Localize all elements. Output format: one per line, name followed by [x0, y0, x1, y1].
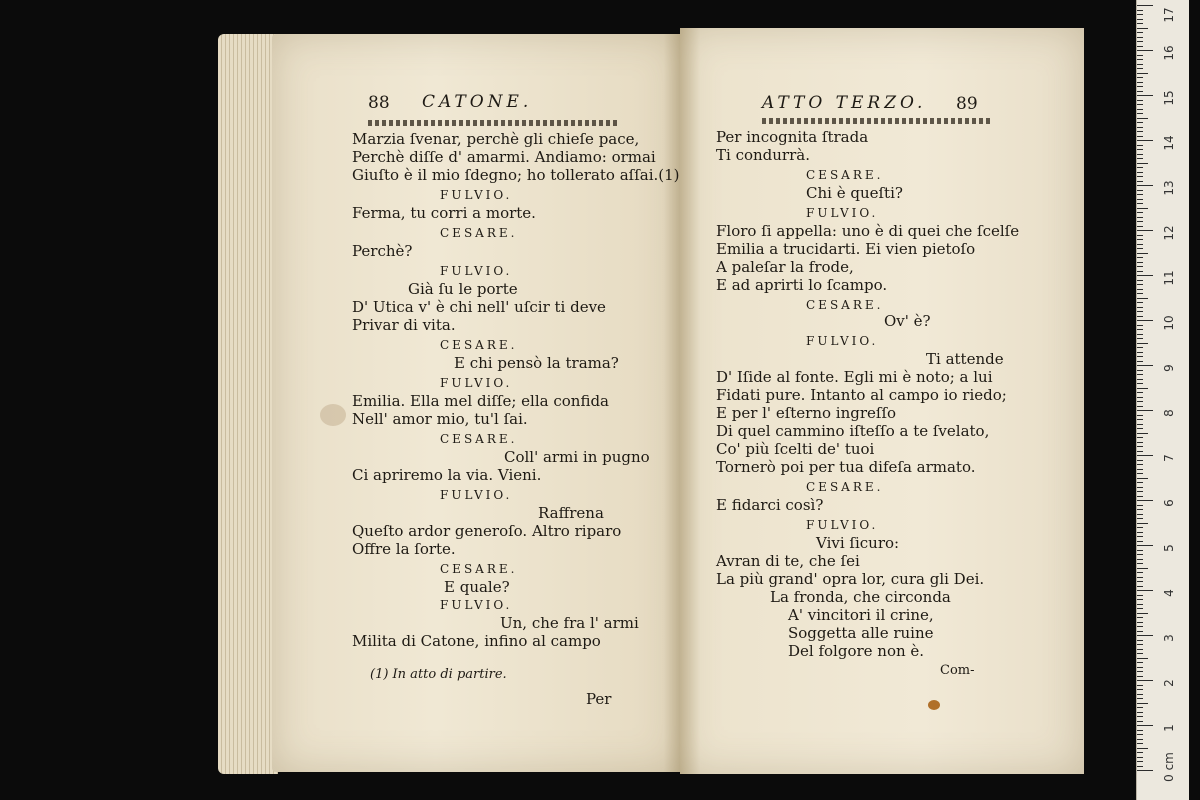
ruler-tick: [1137, 694, 1143, 695]
ruler-tick: [1137, 226, 1143, 227]
ruler-tick: [1137, 127, 1143, 128]
ruler-tick: [1137, 491, 1143, 492]
ruler-tick: [1137, 568, 1148, 569]
text-line: Ov' è?: [884, 312, 931, 330]
speaker-name: FULVIO.: [440, 488, 513, 502]
ruler-tick: [1137, 514, 1143, 515]
ruler-tick: [1137, 509, 1143, 510]
ruler-tick: [1137, 50, 1153, 51]
ruler-tick: [1137, 446, 1143, 447]
text-line: La più grand' opra lor, cura gli Dei.: [716, 570, 985, 588]
measuring-ruler: [1136, 0, 1189, 800]
ruler-tick: [1137, 347, 1143, 348]
ruler-tick: [1137, 145, 1143, 146]
ruler-tick: [1137, 734, 1143, 735]
ruler-tick: [1137, 320, 1153, 321]
ruler-tick: [1137, 554, 1143, 555]
ruler-tick: [1137, 464, 1143, 465]
ruler-tick: [1137, 329, 1143, 330]
ruler-tick: [1137, 167, 1143, 168]
ruler-tick: [1137, 122, 1143, 123]
text-line: Ti attende: [926, 350, 1004, 368]
text-line: Perchè diſſe d' amarmi. Andiamo: ormai: [352, 148, 656, 166]
ruler-tick: [1137, 401, 1143, 402]
ruler-number: 10: [1162, 315, 1176, 331]
ruler-tick: [1137, 599, 1143, 600]
ruler-tick: [1137, 653, 1143, 654]
ruler-tick: [1137, 455, 1153, 456]
ruler-tick: [1137, 10, 1143, 11]
ruler-tick: [1137, 460, 1143, 461]
ruler-tick: [1137, 149, 1143, 150]
ruler-tick: [1137, 280, 1143, 281]
ruler-tick: [1137, 613, 1148, 614]
ruler-tick: [1137, 244, 1143, 245]
ruler-tick: [1137, 662, 1143, 663]
ruler-tick: [1137, 248, 1143, 249]
ruler-tick: [1137, 415, 1143, 416]
ruler-tick: [1137, 59, 1143, 60]
ruler-tick: [1137, 545, 1153, 546]
ruler-tick: [1137, 275, 1153, 276]
ruler-tick: [1137, 631, 1143, 632]
ruler-tick: [1137, 68, 1143, 69]
speaker-name: FULVIO.: [806, 206, 879, 220]
ruler-tick: [1137, 302, 1143, 303]
speaker-name: CESARE.: [440, 338, 518, 352]
ruler-tick: [1137, 64, 1143, 65]
ruler-tick: [1137, 257, 1143, 258]
text-line: A' vincitori il crine,: [788, 606, 934, 624]
ruler-tick: [1137, 478, 1148, 479]
text-line: Coll' armi in pugno: [504, 448, 650, 466]
ruler-tick: [1137, 298, 1148, 299]
text-line: D' Utica v' è chi nell' uſcir ti deve: [352, 298, 606, 316]
ruler-tick: [1137, 154, 1143, 155]
paper-stain: [928, 700, 940, 710]
text-line: D' Iſide al fonte. Egli mi è noto; a lui: [716, 368, 993, 386]
ruler-number: 13: [1162, 180, 1176, 196]
right-page-number: 89: [956, 94, 978, 114]
ruler-tick: [1137, 118, 1148, 119]
ruler-tick: [1137, 770, 1153, 771]
text-line: Emilia. Ella mel diſſe; ella confida: [352, 392, 609, 410]
text-line: Chi è queſti?: [806, 184, 903, 202]
text-line: Perchè?: [352, 242, 413, 260]
text-line: Ci apriremo la via. Vieni.: [352, 466, 542, 484]
ruler-tick: [1137, 370, 1143, 371]
text-line: E per l' eſterno ingreſſo: [716, 404, 897, 422]
ruler-tick: [1137, 428, 1143, 429]
ruler-tick: [1137, 563, 1143, 564]
ruler-tick: [1137, 586, 1143, 587]
speaker-name: CESARE.: [806, 168, 884, 182]
text-line: Tornerò poi per tua difeſa armato.: [716, 458, 976, 476]
ruler-tick: [1137, 482, 1143, 483]
speaker-name: FULVIO.: [806, 518, 879, 532]
ruler-tick: [1137, 703, 1148, 704]
ruler-tick: [1137, 590, 1153, 591]
ruler-tick: [1137, 365, 1153, 366]
ruler-tick: [1137, 212, 1143, 213]
ruler-tick: [1137, 635, 1153, 636]
ruler-tick: [1137, 739, 1143, 740]
ruler-number: 7: [1162, 454, 1176, 462]
ruler-tick: [1137, 100, 1143, 101]
ruler-number: 14: [1162, 135, 1176, 151]
ruler-tick: [1137, 316, 1143, 317]
text-line: Avran di te, che ſei: [716, 552, 860, 570]
ruler-tick: [1137, 523, 1148, 524]
speaker-name: FULVIO.: [440, 264, 513, 278]
ruler-tick: [1137, 685, 1143, 686]
text-line: Ti condurrà.: [716, 146, 810, 164]
text-line: E chi pensò la trama?: [454, 354, 619, 372]
open-book: [218, 24, 1086, 784]
ruler-number: 8: [1162, 409, 1176, 417]
ruler-tick: [1137, 109, 1143, 110]
ruler-tick: [1137, 140, 1153, 141]
ruler-tick: [1137, 397, 1143, 398]
ruler-tick: [1137, 766, 1143, 767]
ruler-tick: [1137, 676, 1143, 677]
header-ornament: [762, 118, 990, 124]
ruler-tick: [1137, 644, 1143, 645]
ruler-tick: [1137, 667, 1143, 668]
ruler-number: 1: [1162, 724, 1176, 732]
ruler-tick: [1137, 91, 1143, 92]
text-line: A paleſar la frode,: [716, 258, 854, 276]
ruler-number: 17: [1162, 7, 1176, 23]
speaker-name: FULVIO.: [440, 376, 513, 390]
text-line: La fronda, che circonda: [770, 588, 951, 606]
ruler-tick: [1137, 626, 1143, 627]
text-line: Vivi ſicuro:: [816, 534, 900, 552]
ruler-tick: [1137, 262, 1143, 263]
ruler-tick: [1137, 334, 1143, 335]
ruler-tick: [1137, 235, 1143, 236]
ruler-tick: [1137, 496, 1143, 497]
ruler-number: 15: [1162, 90, 1176, 106]
ruler-tick: [1137, 712, 1143, 713]
text-line: Un, che fra l' armi: [500, 614, 639, 632]
ruler-tick: [1137, 86, 1143, 87]
ruler-tick: [1137, 716, 1143, 717]
header-ornament: [368, 120, 618, 126]
ruler-tick: [1137, 721, 1143, 722]
text-line: Marzia ſvenar, perchè gli chieſe pace,: [352, 130, 640, 148]
left-running-title: CATONE.: [422, 92, 533, 112]
ruler-tick: [1137, 113, 1143, 114]
ruler-tick: [1137, 572, 1143, 573]
ruler-tick: [1137, 730, 1143, 731]
ruler-tick: [1137, 604, 1143, 605]
ruler-number: 4: [1162, 589, 1176, 597]
ruler-number: 9: [1162, 364, 1176, 372]
ruler-tick: [1137, 5, 1153, 6]
ruler-tick: [1137, 374, 1143, 375]
left-page: [272, 34, 680, 772]
ruler-tick: [1137, 757, 1143, 758]
ruler-tick: [1137, 433, 1148, 434]
ruler-tick: [1137, 581, 1143, 582]
text-line: Emilia a trucidarti. Ei vien pietoſo: [716, 240, 976, 258]
ruler-tick: [1137, 424, 1143, 425]
ruler-tick: [1137, 541, 1143, 542]
text-line: E fidarci così?: [716, 496, 824, 514]
ruler-tick: [1137, 307, 1143, 308]
text-line: Milita di Catone, infino al campo: [352, 632, 601, 650]
ruler-tick: [1137, 37, 1143, 38]
footnote: (1) In atto di partire.: [370, 667, 507, 682]
ruler-tick: [1137, 284, 1143, 285]
ruler-number: 3: [1162, 634, 1176, 642]
ruler-tick: [1137, 55, 1143, 56]
right-page: [680, 28, 1084, 774]
ruler-tick: [1137, 131, 1143, 132]
ruler-tick: [1137, 203, 1143, 204]
ruler-tick: [1137, 82, 1143, 83]
ruler-tick: [1137, 748, 1148, 749]
ruler-tick: [1137, 658, 1148, 659]
paper-stain: [320, 404, 346, 426]
text-line: Floro ſi appella: uno è di quei che ſcelſe: [716, 222, 1020, 240]
catchword: Com-: [940, 663, 975, 678]
ruler-tick: [1137, 419, 1143, 420]
ruler-tick: [1137, 289, 1143, 290]
ruler-tick: [1137, 608, 1143, 609]
ruler-tick: [1137, 442, 1143, 443]
speaker-name: FULVIO.: [806, 334, 879, 348]
ruler-tick: [1137, 518, 1143, 519]
ruler-tick: [1137, 361, 1143, 362]
speaker-name: CESARE.: [806, 480, 884, 494]
ruler-tick: [1137, 707, 1143, 708]
ruler-number: 12: [1162, 225, 1176, 241]
ruler-tick: [1137, 163, 1148, 164]
ruler-tick: [1137, 239, 1143, 240]
right-running-title: ATTO TERZO.: [762, 93, 927, 113]
ruler-tick: [1137, 392, 1143, 393]
ruler-tick: [1137, 640, 1143, 641]
ruler-tick: [1137, 325, 1143, 326]
speaker-name: CESARE.: [440, 562, 518, 576]
ruler-tick: [1137, 671, 1143, 672]
ruler-tick: [1137, 469, 1143, 470]
ruler-tick: [1137, 649, 1143, 650]
ruler-number: 16: [1162, 45, 1176, 61]
speaker-name: FULVIO.: [440, 598, 513, 612]
ruler-tick: [1137, 181, 1143, 182]
speaker-name: CESARE.: [440, 226, 518, 240]
ruler-tick: [1137, 761, 1143, 762]
ruler-tick: [1137, 176, 1143, 177]
ruler-tick: [1137, 194, 1143, 195]
text-line: Già ſu le porte: [408, 280, 518, 298]
ruler-tick: [1137, 208, 1148, 209]
ruler-tick: [1137, 190, 1143, 191]
ruler-tick: [1137, 505, 1143, 506]
ruler-tick: [1137, 550, 1143, 551]
speaker-name: CESARE.: [440, 432, 518, 446]
ruler-tick: [1137, 343, 1148, 344]
ruler-tick: [1137, 271, 1143, 272]
ruler-tick: [1137, 158, 1143, 159]
ruler-tick: [1137, 199, 1143, 200]
ruler-tick: [1137, 104, 1143, 105]
ruler-tick: [1137, 46, 1143, 47]
text-line: Privar di vita.: [352, 316, 456, 334]
text-line: Queſto ardor generoſo. Altro riparo: [352, 522, 622, 540]
text-line: Nell' amor mio, tu'l ſai.: [352, 410, 528, 428]
ruler-tick: [1137, 379, 1143, 380]
ruler-tick: [1137, 577, 1143, 578]
ruler-tick: [1137, 595, 1143, 596]
speaker-name: CESARE.: [806, 298, 884, 312]
text-line: Offre la ſorte.: [352, 540, 456, 558]
text-line: Fidati pure. Intanto al campo io riedo;: [716, 386, 1007, 404]
ruler-tick: [1137, 136, 1143, 137]
ruler-tick: [1137, 698, 1143, 699]
text-line: Giuſto è il mio ſdegno; ho tollerato aſſai.(1): [352, 166, 680, 184]
ruler-tick: [1137, 253, 1148, 254]
ruler-tick: [1137, 527, 1143, 528]
ruler-tick: [1137, 725, 1153, 726]
ruler-tick: [1137, 14, 1143, 15]
ruler-tick: [1137, 23, 1143, 24]
ruler-tick: [1137, 338, 1143, 339]
ruler-tick: [1137, 532, 1143, 533]
text-line: Soggetta alle ruine: [788, 624, 934, 642]
ruler-tick: [1137, 41, 1143, 42]
ruler-number: 11: [1162, 270, 1176, 286]
ruler-tick: [1137, 500, 1153, 501]
ruler-tick: [1137, 473, 1143, 474]
ruler-number: 0 cm: [1162, 752, 1176, 782]
catchword: Per: [586, 690, 612, 708]
ruler-tick: [1137, 383, 1143, 384]
ruler-tick: [1137, 77, 1143, 78]
ruler-tick: [1137, 356, 1143, 357]
ruler-tick: [1137, 559, 1143, 560]
ruler-tick: [1137, 451, 1143, 452]
text-line: Per incognita ſtrada: [716, 128, 869, 146]
ruler-tick: [1137, 622, 1143, 623]
ruler-tick: [1137, 410, 1153, 411]
ruler-number: 5: [1162, 544, 1176, 552]
ruler-tick: [1137, 311, 1143, 312]
text-line: Di quel cammino iſteſſo a te ſvelato,: [716, 422, 990, 440]
ruler-tick: [1137, 185, 1153, 186]
ruler-tick: [1137, 230, 1153, 231]
text-line: Co' più ſcelti de' tuoi: [716, 440, 875, 458]
ruler-number: 6: [1162, 499, 1176, 507]
ruler-tick: [1137, 19, 1143, 20]
text-line: E quale?: [444, 578, 510, 596]
ruler-tick: [1137, 487, 1143, 488]
ruler-tick: [1137, 689, 1143, 690]
ruler-tick: [1137, 221, 1143, 222]
ruler-tick: [1137, 293, 1143, 294]
ruler-tick: [1137, 95, 1153, 96]
ruler-tick: [1137, 680, 1153, 681]
ruler-tick: [1137, 617, 1143, 618]
ruler-tick: [1137, 172, 1143, 173]
text-line: Ferma, tu corri a morte.: [352, 204, 536, 222]
ruler-tick: [1137, 217, 1143, 218]
ruler-tick: [1137, 406, 1143, 407]
ruler-tick: [1137, 73, 1148, 74]
ruler-tick: [1137, 28, 1148, 29]
ruler-number: 2: [1162, 679, 1176, 687]
ruler-tick: [1137, 743, 1143, 744]
speaker-name: FULVIO.: [440, 188, 513, 202]
text-line: E ad aprirti lo ſcampo.: [716, 276, 888, 294]
ruler-tick: [1137, 536, 1143, 537]
ruler-tick: [1137, 266, 1143, 267]
text-line: Raffrena: [538, 504, 604, 522]
ruler-tick: [1137, 32, 1143, 33]
text-line: Del folgore non è.: [788, 642, 925, 660]
page-edges: [218, 34, 278, 774]
ruler-tick: [1137, 352, 1143, 353]
ruler-tick: [1137, 752, 1143, 753]
ruler-tick: [1137, 437, 1143, 438]
left-page-number: 88: [368, 93, 390, 113]
ruler-tick: [1137, 388, 1148, 389]
